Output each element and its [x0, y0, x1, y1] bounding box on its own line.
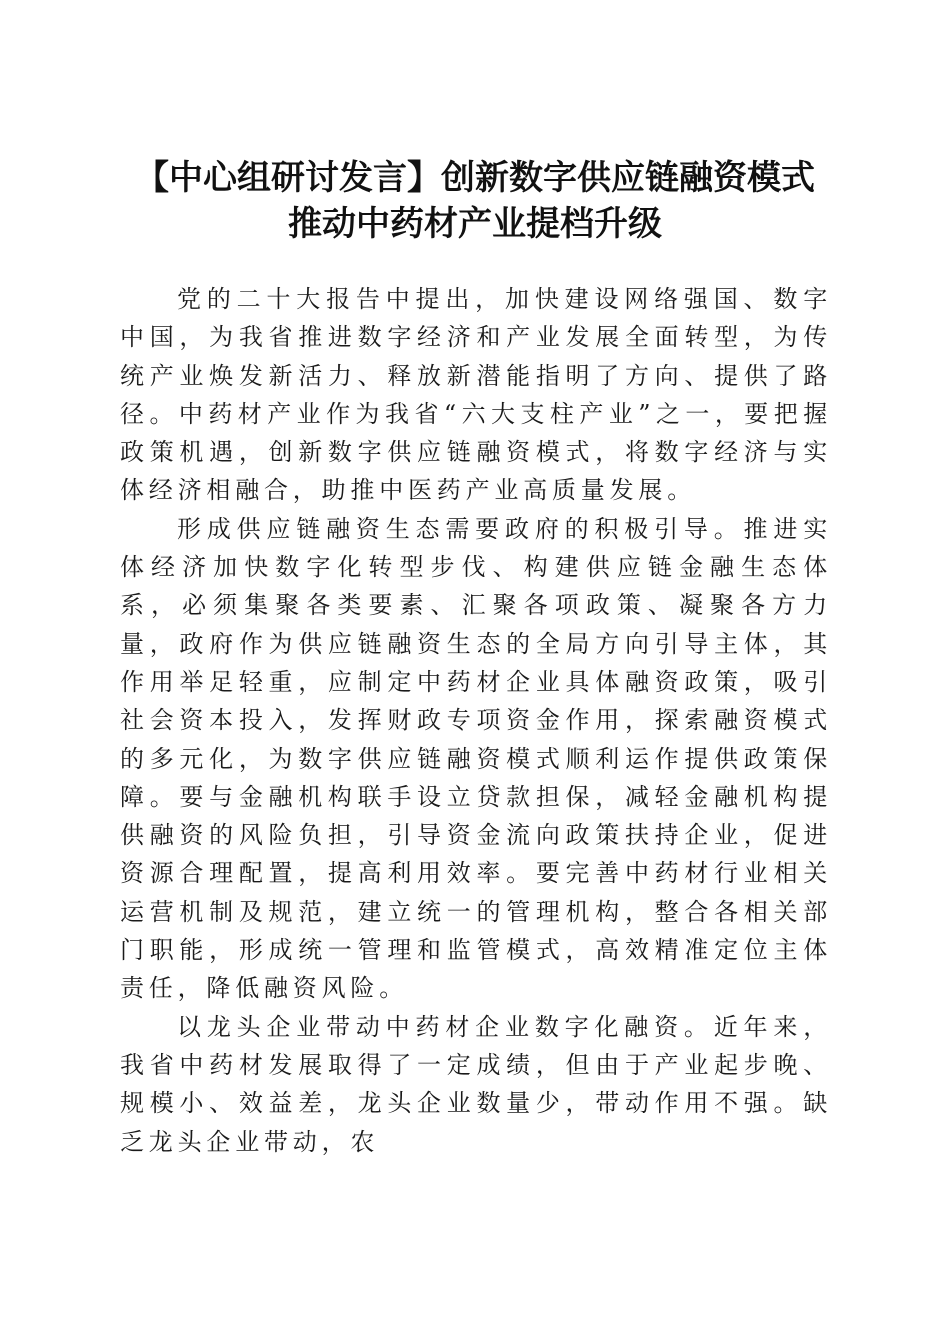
paragraph-1: 党的二十大报告中提出，加快建设网络强国、数字中国，为我省推进数字经济和产业发展全面转型，为传统产业焕发新活力、释放新潜能指明了方向、提供了路径。中药材产业作为我省“六大支柱产业”之一，要把握政策机遇，创新数字供应链融资模式，将数字经济与实体经济相融合，助推中医药产业高质量发展。: [120, 285, 832, 505]
document-body: [120, 280, 832, 1161]
paragraph-3: 以龙头企业带动中药材企业数字化融资。近年来，我省中药材发展取得了一定成绩，但由于产业起步晚、规模小、效益差，龙头企业数量少，带动作用不强。缺乏龙头企业带动，农: [120, 1012, 832, 1156]
title-line-2: 推动中药材产业提档升级: [288, 203, 662, 244]
document-title: [100, 155, 850, 247]
paragraph-2: 形成供应链融资生态需要政府的积极引导。推进实体经济加快数字化转型步伐、构建供应链金融生态体系，必须集聚各类要素、汇聚各项政策、凝聚各方力量，政府作为供应链融资生态的全局方向引导主体，其作用举足轻重，应制定中药材企业具体融资政策，吸引社会资本投入，发挥财政专项资金作用，探索融资模式的多元化，为数字供应链融资模式顺利运作提供政策保障。要与金融机构联手设立贷款担保，减轻金融机构提供融资的风险负担，引导资金流向政策扶持企业，促进资源合理配置，提高利用效率。要完善中药材行业相关运营机制及规范，建立统一的管理机构，整合各相关部门职能，形成统一管理和监管模式，高效精准定位主体责任，降低融资风险。: [120, 514, 832, 1003]
title-line-1: 【中心组研讨发言】创新数字供应链融资模式: [135, 157, 815, 198]
